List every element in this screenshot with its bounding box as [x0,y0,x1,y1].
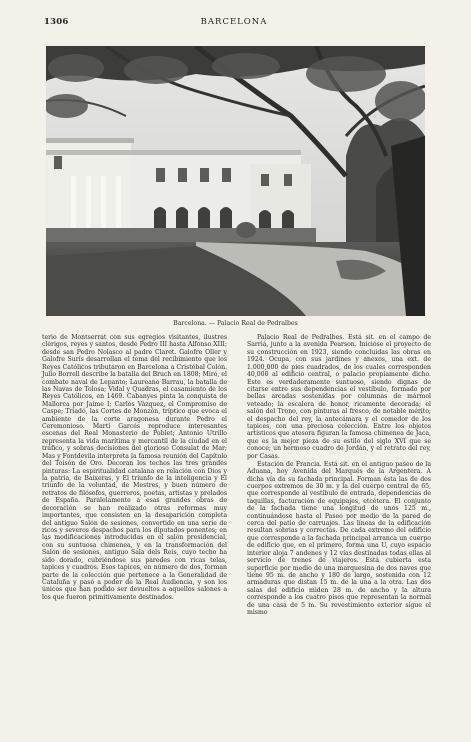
pedralbes-paragraph: Palacio Real de Pedralbes. Está sit. en el campo de Sarriá, junto a la avenida Pearson. Inicióse el proyecto de su construcción en 1923, siendo concluidas las obras en 1924. Ocupa, con sus jardines y anexos, una ext. de 1.000,000 de pies cuadrados, de los cuales corresponden 40,000 al edificio central, o palacio propiamente dicho. Este es verdaderamente suntuoso, siendo dignas de citarse entre sus dependencias el vestíbulo, formado por bellas arcadas sostenidas por columnas de mármol veteado; la escalera de honor, ricamente decorada; el salón del Trono, con pinturas al fresco, de notable mérito; el despacho del rey, la antecámara y el comedor de los tapices, con una preciosa colección. Entre los objetos artísticos que atesora figuran la famosa chimenea de Jaca, que es la mejor pieza de su estilo del siglo XVI que se conoce; un hermoso cuadro de Jordán, y el retrato del rey, por Casas. [247,334,431,460]
left-paragraph: terio de Montserrat con sus egregios visitantes, ilustres clérigos, reyes y santos, desde Pedro III hasta Alfonso XIII; desde san Pedro Nolasco al padre Claret. Galofre Oller y Galofre Surís desarrollan el tema del recibimiento que los Reyes Católicos tributaron en Barcelona a Cristóbal Colón. Julio Borrell describe la batalla del Bruch en 1808; Miró, el combate naval de Lepanto; Laureano Barrau, la batalla de las Navas de Tolosa; Vidal y Quadras, el casamiento de los Reyes Católicos, en 1469. Cabanyes pinta la conquista de Mallorca por Jaime I; Carlos Vázquez, el Compromiso de Caspe; Triadó, las Cortes de Monzón, tríptico que evoca el ambiente de la corte aragonesa durante Pedro el Ceremonioso. Martí Garcés reproduce interesantes escenas del Real Monasterio de Poblet; Antonio Utrillo representa la vida marítima y mercantil de la ciudad en el tráfico, y sobras decisiones del glorioso Consulat de Mar; Mas y Fontdevila interpreta la famosa reunión del Capítulo del Toisón de Oro. Decoran los techos las tres grandes pinturas: La espiritualidad catalana en relación con Dios y la patria, de Baixeras, y El triunfo de la inteligencia y El triunfo de la voluntad, de Mestres, y buen número de retratos de filósofos, guerreros, poetas, artistas y prelados de España. Paralelamente a esas grandes obras de decoración se han realizado otras reformas muy importantes, que consisten en la desaparición completa del antiguo Salón de sesiones, convertido en una serie de ricos y severos despachos para los diputados ponentes; en las modificaciones introducidas en el salón presidencial, con su suntuosa chimenea, y en la transformación del Salón de sesiones, antiguo Sala dels Reis, cuyo techo ha sido dorado, cubriéndose sus paredes con ricas telas, tapices y cuadros. Esos tapices, en número de dos, forman parte de la colección que pertenece a la Generalidad de Cataluña y pasó a poder de la Real Audiencia, y son los únicos que han podido ser devueltos a aquellos salones a los que fueron primitivamente destinados. [42,334,227,601]
running-head: BARCELONA [200,17,268,27]
right-text-column [247,334,431,617]
figure-caption: Barcelona. — Palacio Real de Pedralbes [173,320,298,327]
estacion-francia-paragraph: Estación de Francia. Está sit. en el antiguo paseo de la Aduana, hoy Avenida del Marqués de la Argentera. A dicha vía da su fachada principal. Forman ésta las de dos cuerpos extremos de 30 m. y la del cuerpo central de 65, que corresponde al vestíbulo de entrada, dependencias de taquillas, facturación de equipajes, etcétera. El conjunto de la fachada tiene una longitud de unos 125 m., continuándose hasta el Paseo por medio de la pared de cerca del patio de carruajes. Las líneas de la edificación resultan sobrias y correctas. De cada extremo del edificio que corresponde a la fachada principal arranca un cuerpo de edificio que, en el primero, forma una U, cuyo espacio interior aloja 7 andenes y 12 vías destinadas todas ellas al servicio de trenes de viajeros. Está cubierta esta superficie por medio de una marquesina de dos naves que tiene 95 m. de ancho y 180 de largo, sostenida con 12 armaduras que distan 15 m. de la una a la otra. Las dos salas del edificio miden 28 m. de ancho y la altura corresponde a los cuatro pisos que representan la normal de una casa de 5 m. Su revestimiento exterior sigue el mismo [247,460,431,617]
page-header [44,17,424,29]
page-number: 1306 [44,17,69,27]
palace-photograph [46,46,425,316]
left-text-column [42,334,227,601]
